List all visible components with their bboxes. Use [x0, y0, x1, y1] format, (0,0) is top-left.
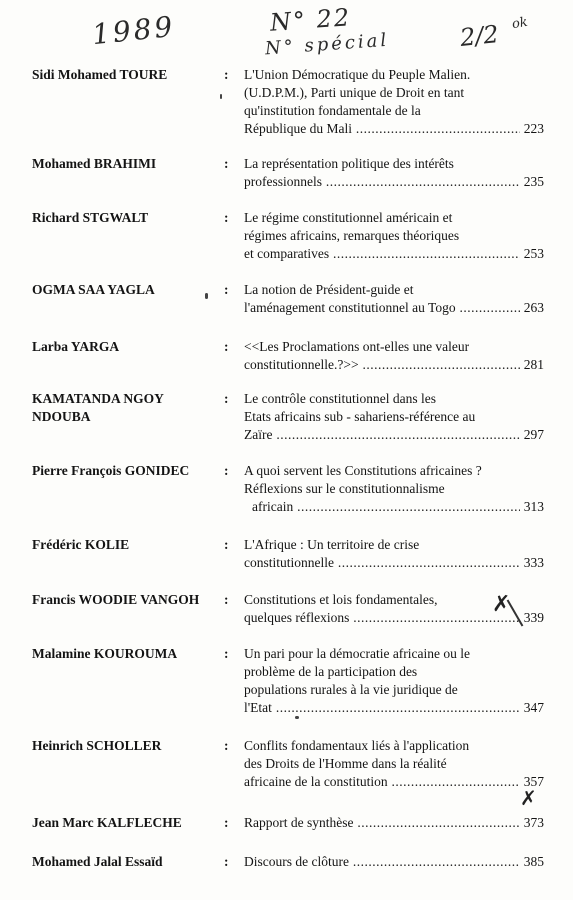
entry-page-number: 281 — [523, 357, 544, 372]
entry-author: Richard STGWALT — [32, 210, 149, 225]
pen-dot-mark — [295, 716, 299, 719]
entry-title: Discours de clôture ..... — [244, 853, 520, 871]
entry-author: Mohamed Jalal Essaïd — [32, 854, 163, 869]
handwritten-special-issue: N° spécial — [264, 29, 390, 60]
separator-colon: : — [224, 646, 229, 661]
entry-title: A quoi servent les Constitutions africaines ? Réflexions sur le constitutionnalisme africain ..... — [244, 462, 520, 516]
entry-author: Pierre François GONIDEC — [32, 463, 190, 478]
separator-colon: : — [224, 537, 229, 552]
handwritten-issue-number: N° 22 — [269, 3, 353, 37]
pen-dot-mark — [205, 293, 208, 299]
entry-page-number: 263 — [523, 300, 544, 315]
separator-colon: : — [224, 463, 229, 478]
separator-colon: : — [224, 592, 229, 607]
entry-title: Le contrôle constitutionnel dans les Etats africains sub - sahariens-référence au Zaïre ..... — [244, 390, 520, 444]
separator-colon: : — [224, 339, 229, 354]
entry-title: L'Afrique : Un territoire de crise constitutionnelle ..... — [244, 536, 520, 572]
separator-colon: : — [224, 282, 229, 297]
pen-cross-mark-icon: ✗ — [492, 592, 511, 617]
entry-author: Jean Marc KALFLECHE — [32, 815, 182, 830]
entry-page-number: 235 — [523, 174, 544, 189]
handwritten-check: ok — [510, 14, 529, 33]
entry-author: KAMATANDA NGOY NDOUBA — [32, 391, 164, 424]
entry-title: Le régime constitutionnel américain et régimes africains, remarques théoriques et comparatives ..... — [244, 209, 520, 263]
entry-page-number: 223 — [523, 121, 544, 136]
separator-colon: : — [224, 738, 229, 753]
separator-colon: : — [224, 391, 229, 406]
entry-author: OGMA SAA YAGLA — [32, 282, 155, 297]
entry-page-number: 333 — [523, 555, 544, 570]
separator-colon: : — [224, 67, 229, 82]
entry-author: Frédéric KOLIE — [32, 537, 130, 552]
entry-page-number: 297 — [523, 427, 544, 442]
entry-author: Heinrich SCHOLLER — [32, 738, 162, 753]
separator-colon: : — [224, 815, 229, 830]
entry-title: Un pari pour la démocratie africaine ou le problème de la participation des populations rurales à la vie juridique de l'Etat ..... — [244, 645, 520, 717]
entry-page-number: 339 — [523, 610, 544, 625]
entry-title: Conflits fondamentaux liés à l'application des Droits de l'Homme dans la réalité africaine de la constitution ..... — [244, 737, 520, 791]
entry-title: L'Union Démocratique du Peuple Malien. (U.D.P.M.), Parti unique de Droit en tant qu'institution fondamentale de la République du Mali ..... — [244, 66, 520, 138]
entry-title: La notion de Président-guide et l'aménagement constitutionnel au Togo ..... — [244, 281, 520, 317]
handwritten-fraction: 2/2 — [458, 20, 500, 52]
entry-page-number: 357 — [523, 774, 544, 789]
entry-title: Constitutions et lois fondamentales, quelques réflexions ..... — [244, 591, 520, 627]
entry-page-number: 313 — [523, 499, 544, 514]
pen-dot-mark — [220, 94, 222, 99]
entry-title: La représentation politique des intérêts professionnels ..... — [244, 155, 520, 191]
entry-author: Francis WOODIE VANGOH — [32, 592, 200, 607]
entry-title: Rapport de synthèse ..... — [244, 814, 520, 832]
separator-colon: : — [224, 156, 229, 171]
entry-author: Malamine KOUROUMA — [32, 646, 178, 661]
entry-title: <<Les Proclamations ont-elles une valeur constitutionnelle.?>> ..... — [244, 338, 520, 374]
entry-author: Sidi Mohamed TOURE — [32, 67, 168, 82]
entry-page-number: 385 — [523, 854, 544, 869]
pen-cross-mark-icon: ✗ — [520, 786, 537, 810]
handwritten-year: 1989 — [90, 9, 177, 52]
entry-page-number: 253 — [523, 246, 544, 261]
separator-colon: : — [224, 210, 229, 225]
entry-author: Larba YARGA — [32, 339, 120, 354]
entry-page-number: 347 — [523, 700, 544, 715]
entry-author: Mohamed BRAHIMI — [32, 156, 157, 171]
entry-page-number: 373 — [523, 815, 544, 830]
separator-colon: : — [224, 854, 229, 869]
